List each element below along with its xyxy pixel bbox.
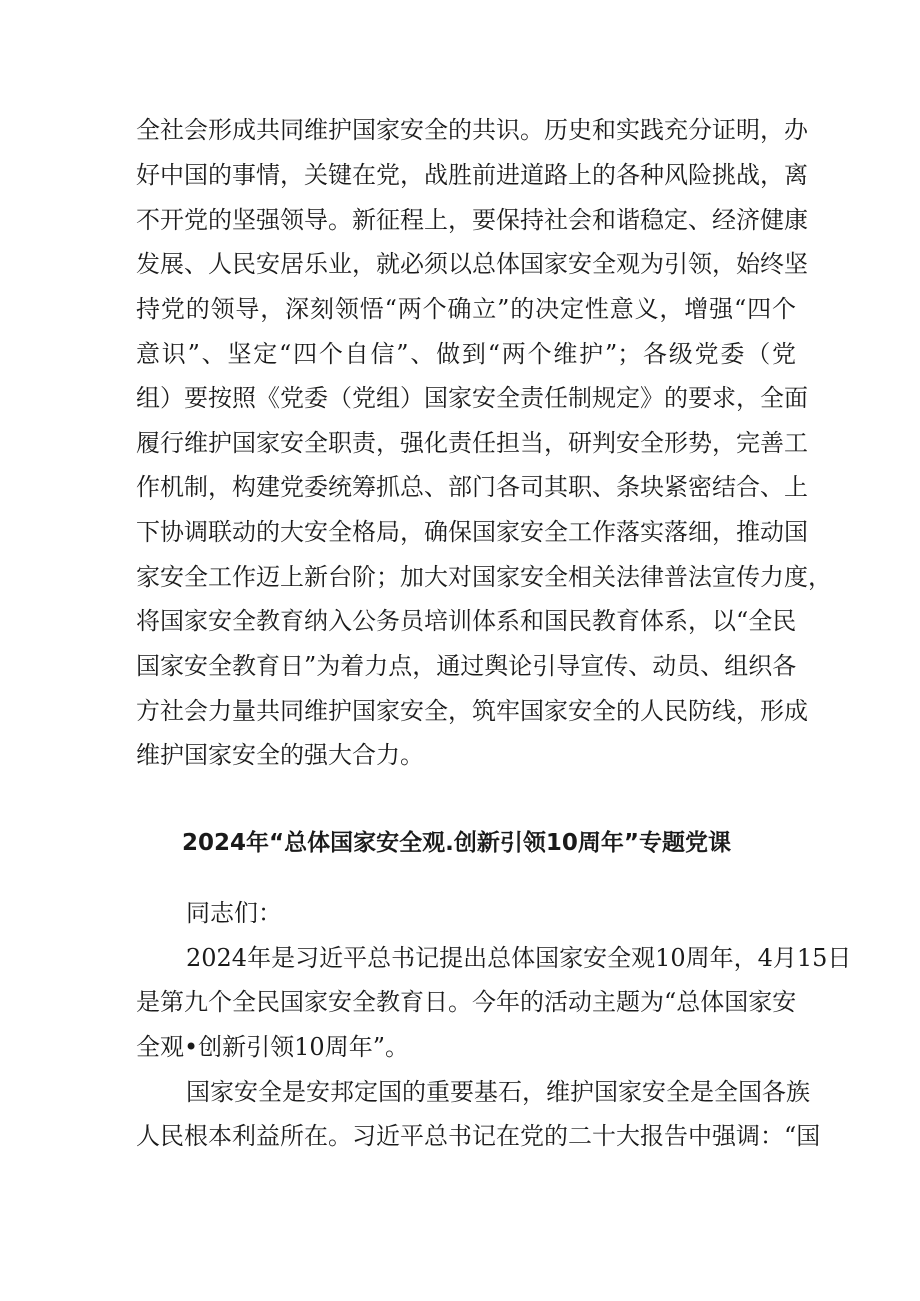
paragraph-2-line-3: 全观•创新引领10周年”。 xyxy=(136,1033,409,1061)
paragraph-1-line-3: 不开党的坚强领导。新征程上，要保持社会和谐稳定、经济健康 xyxy=(136,206,808,234)
paragraph-1-line-1: 全社会形成共同维护国家安全的共识。历史和实践充分证明，办 xyxy=(136,116,808,144)
paragraph-1-line-14: 方社会力量共同维护国家安全，筑牢国家安全的人民防线，形成 xyxy=(136,697,808,725)
paragraph-1-line-7: 组）要按照《党委（党组）国家安全责任制规定》的要求，全面 xyxy=(136,384,808,412)
section-heading: 2024年“总体国家安全观.创新引领10周年”专题党课 xyxy=(182,830,731,856)
paragraph-3-line-1: 国家安全是安邦定国的重要基石，维护国家安全是全国各族 xyxy=(186,1078,810,1106)
paragraph-1-line-13: 国家安全教育日”为着力点，通过舆论引导宣传、动员、组织各 xyxy=(136,652,797,680)
paragraph-1-line-10: 下协调联动的大安全格局，确保国家安全工作落实落细，推动国 xyxy=(136,518,808,546)
paragraph-1-line-5: 持党的领导，深刻领悟“两个确立”的决定性意义，增强“四个 xyxy=(136,295,796,323)
salutation: 同志们： xyxy=(186,899,282,927)
paragraph-1-line-12: 将国家安全教育纳入公务员培训体系和国民教育体系，以“全民 xyxy=(136,607,797,635)
paragraph-1-line-8: 履行维护国家安全职责，强化责任担当，研判安全形势，完善工 xyxy=(136,429,808,457)
paragraph-1-line-11: 家安全工作迈上新台阶；加大对国家安全相关法律普法宣传力度， xyxy=(136,563,832,591)
paragraph-1-line-4: 发展、人民安居乐业，就必须以总体国家安全观为引领，始终坚 xyxy=(136,250,808,278)
paragraph-1-line-9: 作机制，构建党委统筹抓总、部门各司其职、条块紧密结合、上 xyxy=(136,473,808,501)
paragraph-1-line-2: 好中国的事情，关键在党，战胜前进道路上的各种风险挑战，离 xyxy=(136,161,808,189)
paragraph-2-line-2: 是第九个全民国家安全教育日。今年的活动主题为“总体国家安 xyxy=(136,988,797,1016)
paragraph-1-line-15: 维护国家安全的强大合力。 xyxy=(136,741,424,769)
paragraph-2-line-1: 2024年是习近平总书记提出总体国家安全观10周年，4月15日 xyxy=(186,944,852,972)
paragraph-3-line-2: 人民根本利益所在。习近平总书记在党的二十大报告中强调：“国 xyxy=(136,1122,821,1150)
paragraph-1-line-6: 意识”、坚定“四个自信”、做到“两个维护”；各级党委（党 xyxy=(136,340,796,368)
